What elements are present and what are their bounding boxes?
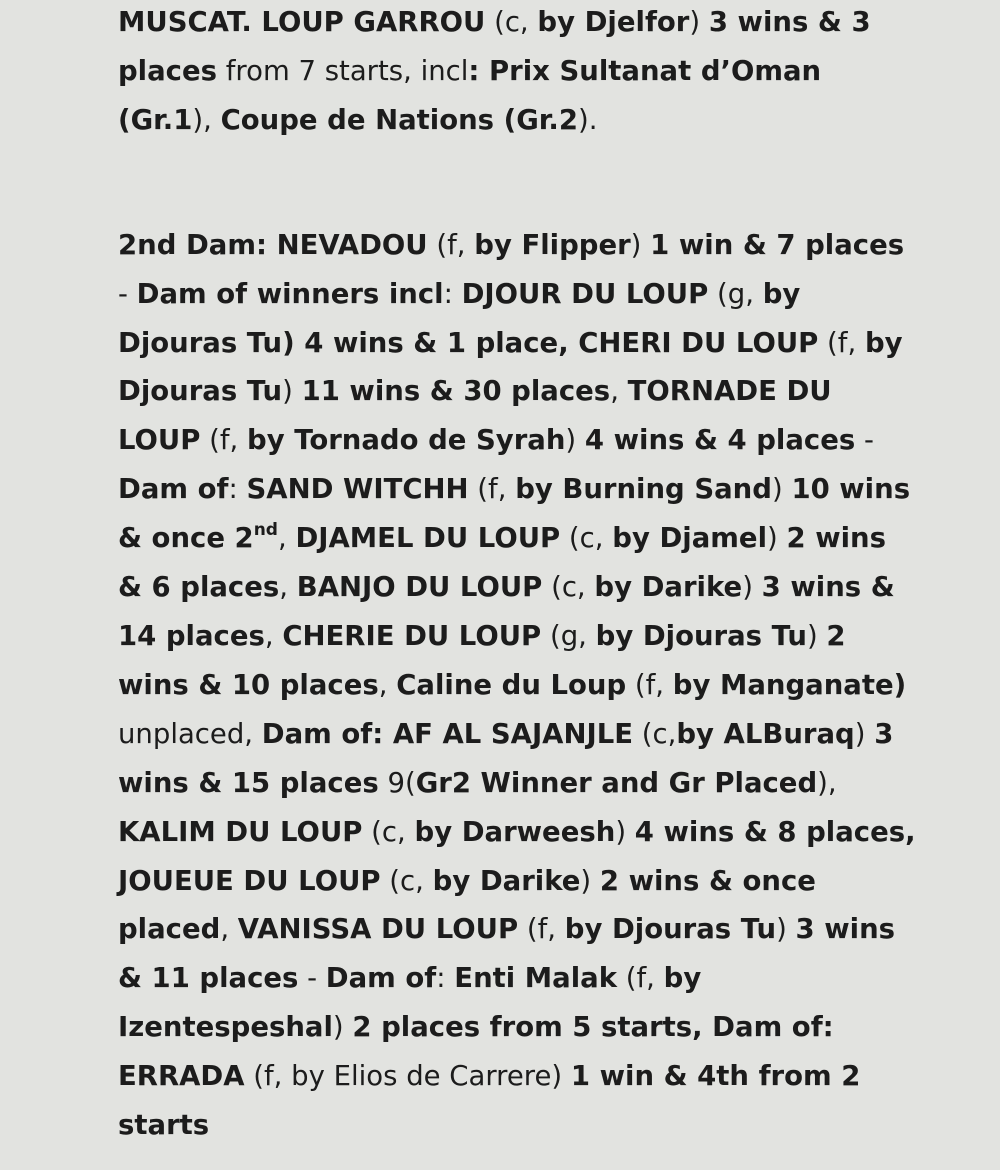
text-run: (g,: [541, 619, 596, 652]
bold-text-run: by Darike: [594, 571, 743, 604]
text-run: (g,: [708, 277, 763, 310]
text-run: ): [854, 717, 875, 750]
text-run: (c,: [560, 522, 613, 555]
bold-text-run: by ALBuraq: [676, 717, 855, 750]
text-run: (f, by Elios de Carrere): [244, 1060, 571, 1093]
document-page: [118, 0, 918, 1150]
bold-text-run: 1 win & 4th from 2 starts: [118, 1060, 861, 1142]
bold-text-run: 4 wins & 4 places: [584, 424, 856, 457]
text-run: ): [767, 522, 787, 555]
bold-text-run: 1 win & 7 places: [650, 228, 905, 261]
bold-text-run: by Djouras Tu) 4 wins & 1 place, CHERI DU LOUP: [118, 277, 819, 359]
text-run: ,: [264, 619, 283, 652]
text-run: ): [776, 913, 796, 946]
text-run: ): [689, 6, 709, 38]
bold-text-run: Enti Malak: [454, 962, 618, 995]
bold-text-run: TORNADE DU LOUP: [118, 375, 832, 457]
bold-text-run: by Djamel: [612, 522, 767, 555]
paragraph-muscat-loup-garrou: [118, 0, 918, 145]
text-run: ): [332, 1011, 353, 1044]
text-run: (f,: [427, 228, 475, 261]
bold-text-run: by Burning Sand: [515, 473, 772, 506]
bold-text-run: KALIM DU LOUP: [118, 815, 363, 848]
text-run: :: [443, 277, 462, 310]
bold-text-run: 11 wins & 30 places: [301, 375, 611, 408]
text-run: ): [565, 424, 585, 457]
text-run: ).: [578, 103, 598, 136]
bold-text-run: by Djelfor: [537, 6, 690, 38]
text-run: (c,: [542, 571, 595, 604]
superscript-text: nd: [253, 520, 278, 541]
bold-text-run: Gr2 Winner and Gr Placed: [415, 766, 818, 799]
bold-text-run: 2 places from 5 starts, Dam of: ERRADA: [118, 1011, 834, 1093]
text-run: (f,: [626, 668, 673, 701]
bold-text-run: 4 wins & 8 places, JOUEUE DU LOUP: [118, 815, 916, 897]
text-run: :: [436, 962, 455, 995]
text-run: (c,: [362, 815, 415, 848]
bold-text-run: Coupe de Nations (Gr.2: [220, 103, 578, 136]
bold-text-run: 2 wins & once placed: [118, 864, 816, 946]
text-run: ): [580, 864, 600, 897]
text-run: ,: [277, 522, 296, 555]
bold-text-run: VANISSA DU LOUP: [237, 913, 519, 946]
text-run: (f,: [468, 473, 516, 506]
text-run: :: [228, 473, 247, 506]
bold-text-run: by Flipper: [474, 228, 631, 261]
text-run: ): [282, 375, 302, 408]
text-run: (f,: [518, 913, 565, 946]
bold-text-run: Dam of: AF AL SAJANJLE: [261, 717, 634, 750]
bold-text-run: Dam of winners incl: [136, 277, 444, 310]
bold-text-run: Caline du Loup: [396, 668, 627, 701]
text-run: (f,: [818, 326, 865, 359]
text-run: ),: [817, 766, 837, 799]
bold-text-run: by Djouras Tu: [118, 326, 903, 408]
text-run: ),: [192, 103, 221, 136]
text-run: -: [298, 962, 326, 995]
bold-text-run: 2 wins & 10 places: [118, 619, 846, 701]
bold-text-run: MUSCAT. LOUP GARROU: [118, 6, 486, 38]
text-run: ,: [220, 913, 238, 946]
bold-text-run: by Tornado de Syrah: [247, 424, 566, 457]
text-run: (c,: [633, 717, 677, 750]
bold-text-run: 10 wins & once 2: [118, 473, 911, 555]
text-run: (c,: [380, 864, 433, 897]
text-run: (f,: [617, 962, 664, 995]
bold-text-run: Dam of: [118, 473, 229, 506]
bold-text-run: Dam of: [325, 962, 437, 995]
text-run: -: [855, 424, 874, 457]
bold-text-run: 3 wins & 11 places: [118, 913, 896, 995]
bold-text-run: by Darike: [432, 864, 581, 897]
bold-text-run: by Izentespeshal: [118, 962, 702, 1044]
bold-text-run: by Darweesh: [414, 815, 616, 848]
text-run: ,: [610, 375, 628, 408]
bold-text-run: by Djouras Tu: [564, 913, 777, 946]
text-run: ): [630, 228, 651, 261]
paragraph-2nd-dam-nevadou: [118, 221, 918, 1150]
text-run: ,: [378, 668, 397, 701]
bold-text-run: 2nd Dam: NEVADOU: [118, 228, 428, 261]
bold-text-run: DJOUR DU LOUP: [461, 277, 709, 310]
bold-text-run: 3 wins & 14 places: [118, 571, 895, 652]
bold-text-run: CHERIE DU LOUP: [282, 619, 542, 652]
bold-text-run: by Manganate): [672, 668, 907, 701]
bold-text-run: 3 wins & 3 places: [118, 6, 871, 87]
text-run: ): [742, 571, 762, 604]
text-run: ): [806, 619, 827, 652]
text-run: ): [771, 473, 792, 506]
bold-text-run: SAND WITCHH: [246, 473, 469, 506]
text-run: from 7 starts, incl: [217, 54, 469, 87]
bold-text-run: BANJO DU LOUP: [296, 571, 543, 604]
text-run: -: [118, 277, 137, 310]
text-run: ,: [279, 571, 297, 604]
bold-text-run: 3 wins & 15 places: [118, 717, 894, 799]
bold-text-run: by Djouras Tu: [595, 619, 807, 652]
text-run: 9(: [378, 766, 416, 799]
text-run: (f,: [200, 424, 248, 457]
text-run: (c,: [485, 6, 538, 38]
text-run: ): [615, 815, 635, 848]
bold-text-run: DJAMEL DU LOUP: [295, 522, 561, 555]
text-run: unplaced,: [118, 717, 262, 750]
bold-text-run: 2 wins & 6 places: [118, 522, 886, 604]
bold-text-run: : Prix Sultanat d’Oman (Gr.1: [118, 54, 822, 136]
